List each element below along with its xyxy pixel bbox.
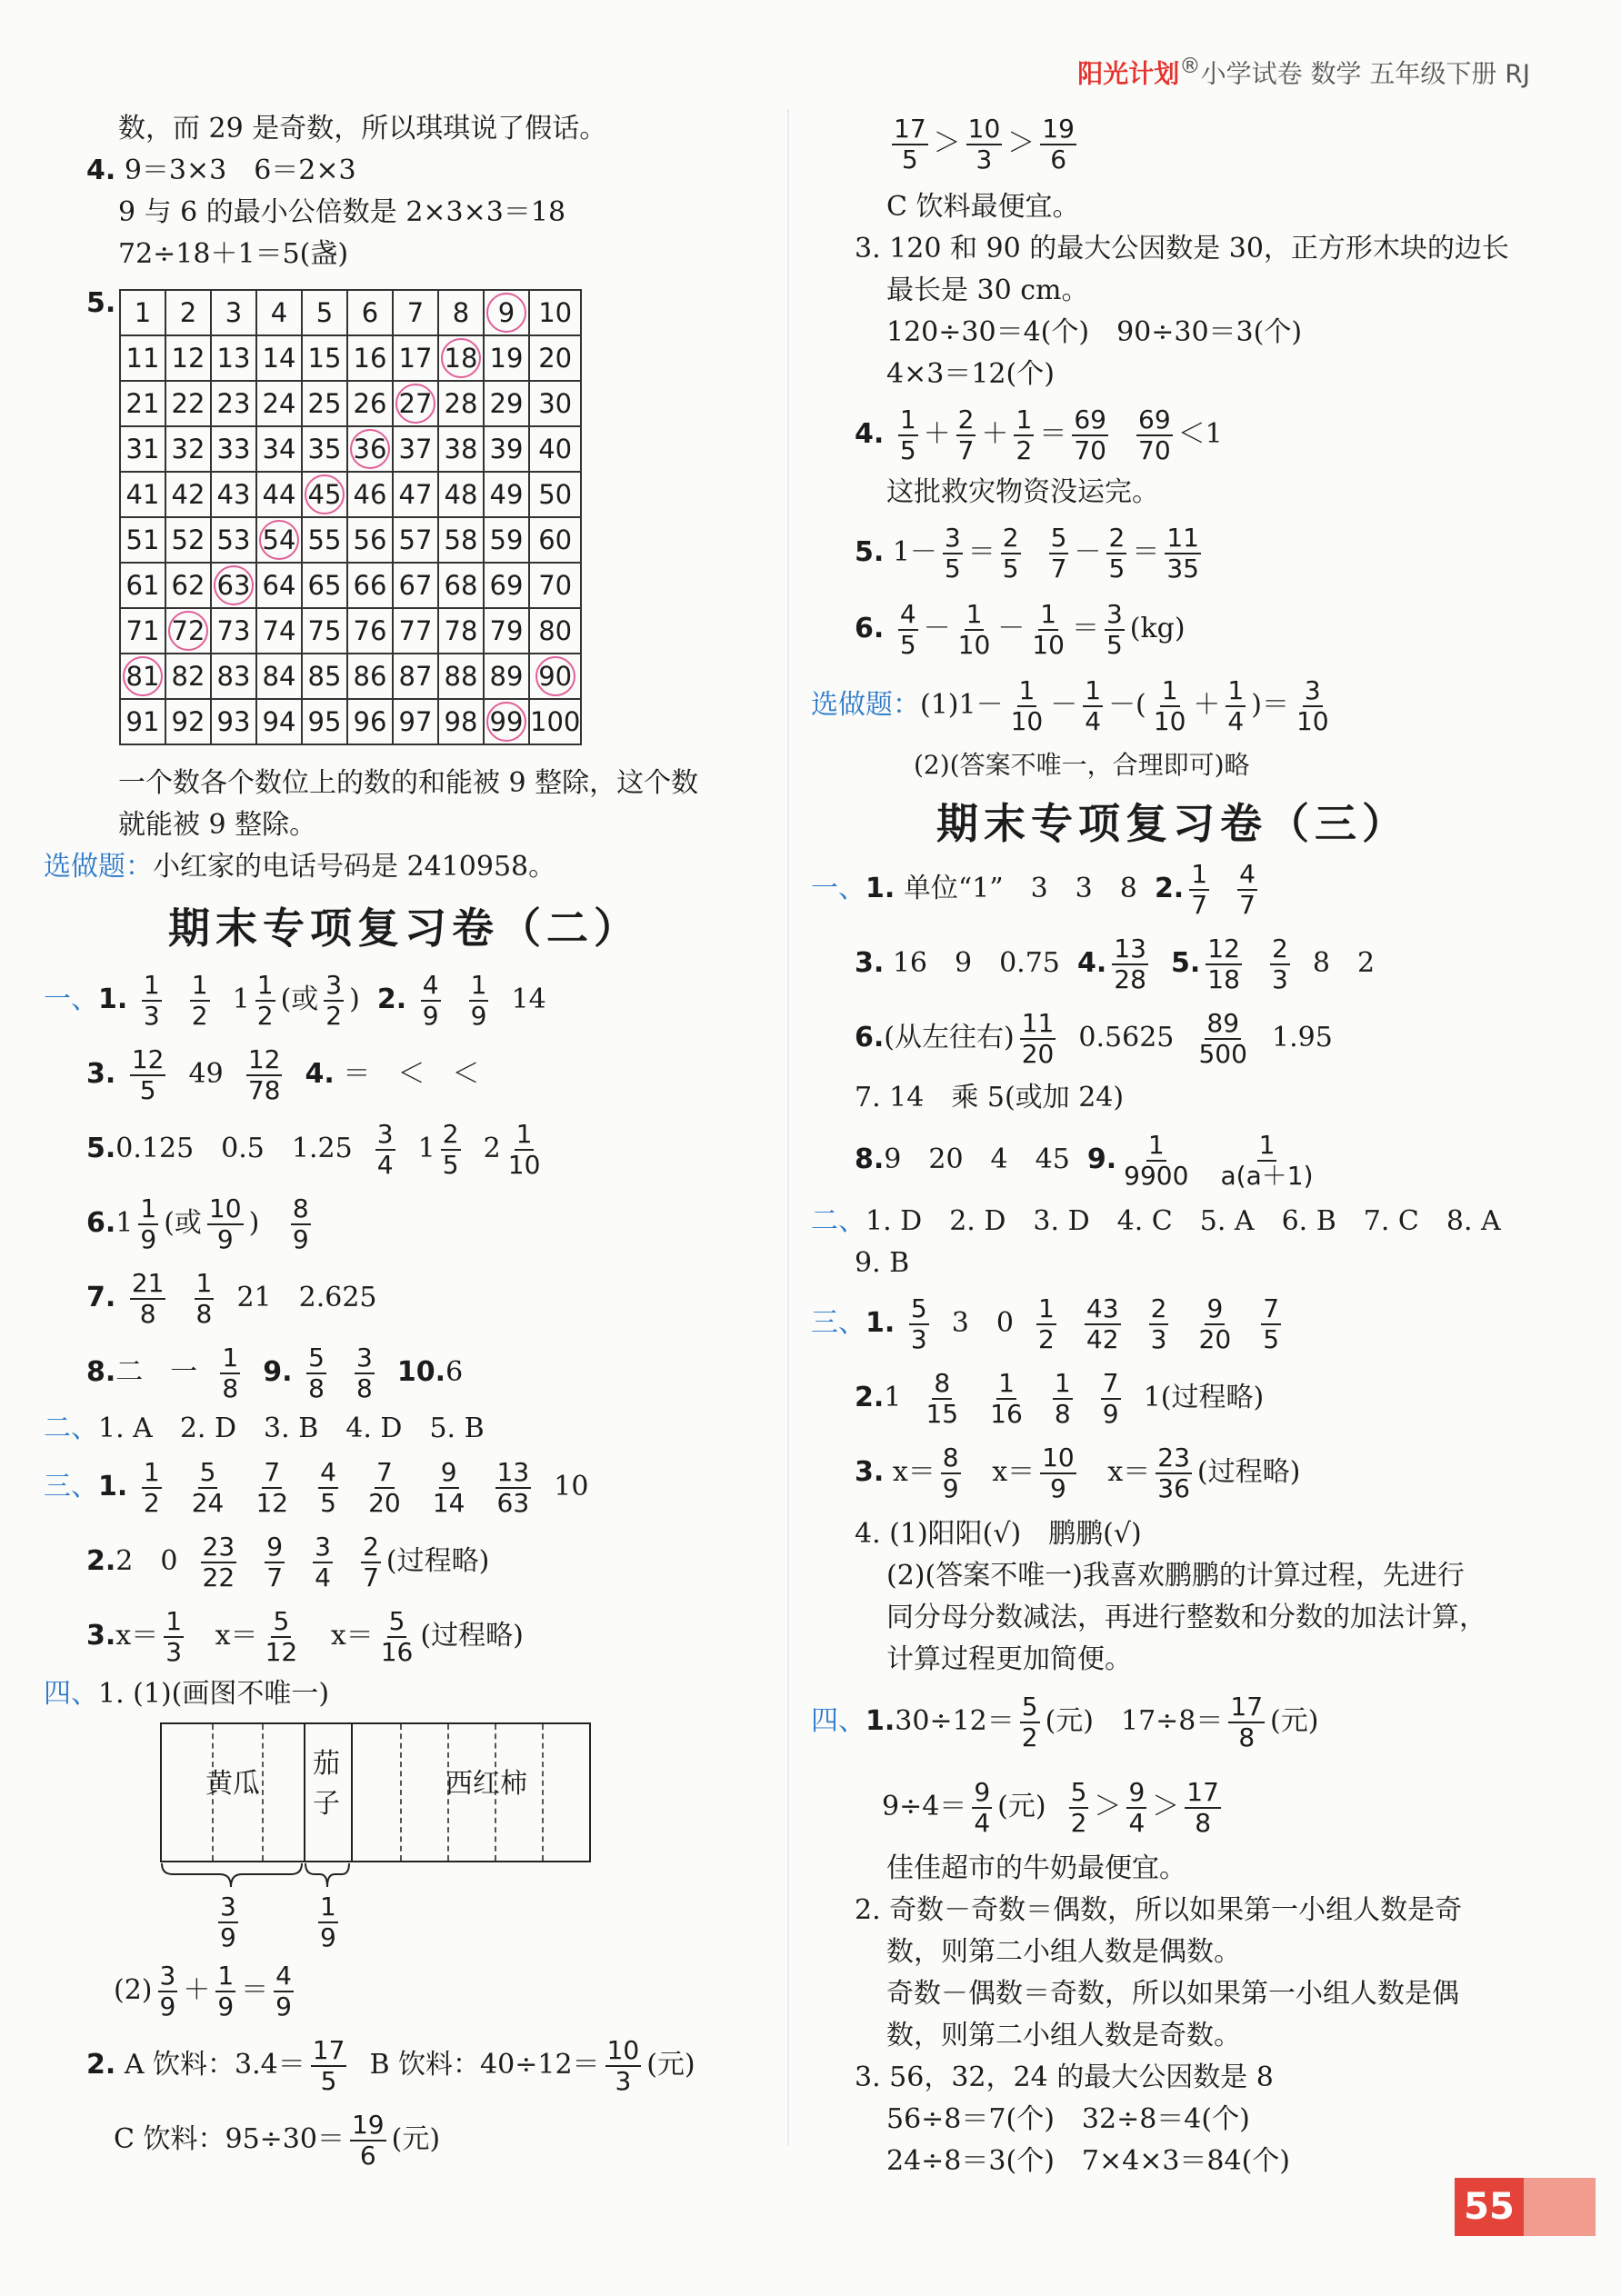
grid-cell xyxy=(529,472,581,517)
grid-number: 76 xyxy=(353,615,387,646)
grid-number: 96 xyxy=(353,706,387,737)
answer-row: 四、1. (1)(画图不唯一) xyxy=(44,1678,330,1710)
grid-cell xyxy=(347,381,393,426)
answer-line: 同分母分数减法，再进行整数和分数的加法计算， xyxy=(886,1602,1486,1633)
grid-cell xyxy=(438,381,484,426)
grid-cell xyxy=(484,608,529,654)
grid-cell xyxy=(256,335,302,381)
grid-cell xyxy=(529,699,581,744)
grid-cell xyxy=(484,517,529,563)
grid-number: 64 xyxy=(262,570,296,601)
answer-line: 56÷8＝7(个) 32÷8＝4(个) xyxy=(886,2103,1250,2135)
grid-cell xyxy=(120,426,165,472)
grid-number: 69 xyxy=(489,570,524,601)
grid-number: 2 xyxy=(179,297,197,328)
grid-cell xyxy=(393,381,438,426)
grid-number: 92 xyxy=(171,706,205,737)
grid-cell xyxy=(438,290,484,335)
grid-cell xyxy=(484,654,529,699)
answer-row: 9÷4＝ $\frac{9}{4}$ (元) $\frac{5}{2}$ ＞ $\frac{9}{4}$ ＞ $\frac{17}{8}$ xyxy=(882,1777,1219,1838)
grid-number: 33 xyxy=(216,434,251,464)
answer-line: 2. 奇数－奇数＝偶数，所以如果第一小组人数是奇 xyxy=(855,1894,1463,1926)
grid-row xyxy=(120,290,581,335)
grid-number: 29 xyxy=(489,388,524,419)
answer-line: 数，则第二小组人数是偶数。 xyxy=(886,1936,1241,1968)
grid-number: 59 xyxy=(489,524,524,555)
question-number: 5. xyxy=(86,287,116,319)
answer-line: C 饮料最便宜。 xyxy=(886,191,1080,223)
grid-row xyxy=(120,381,581,426)
grid-number: 31 xyxy=(125,434,160,464)
grid-cell xyxy=(211,517,256,563)
answer-line: 7. 14 乘 5(或加 24) xyxy=(855,1082,1125,1113)
answer-row: 3.x＝ $\frac{1}{3}$ x＝ $\frac{5}{12}$ x＝ $\frac{5}{16}$ (过程略) xyxy=(86,1606,524,1667)
grid-number: 6 xyxy=(361,297,379,328)
fraction-3-9: $\frac{3}{9}$ xyxy=(220,1892,236,1952)
circled-number: 54 xyxy=(259,520,299,560)
section-title: 期末专项复习卷（三） xyxy=(936,799,1409,848)
grid-number: 20 xyxy=(538,343,573,374)
grid-cell xyxy=(256,472,302,517)
circled-number: 81 xyxy=(123,656,163,696)
column-divider xyxy=(787,109,789,2145)
grid-number: 84 xyxy=(262,661,296,692)
grid-number: 88 xyxy=(444,661,478,692)
grid-cell xyxy=(302,426,347,472)
grid-cell xyxy=(120,381,165,426)
grid-cell xyxy=(211,654,256,699)
grid-row xyxy=(120,517,581,563)
brace-marks xyxy=(160,1860,360,1896)
page-header xyxy=(1077,53,1530,90)
answer-line: 数，则第二小组人数是奇数。 xyxy=(886,2020,1241,2051)
grid-number: 10 xyxy=(538,297,573,328)
grid-number: 22 xyxy=(171,388,205,419)
grid-number: 37 xyxy=(398,434,433,464)
answer-row: 三、1. $\frac{1}{2}$ $\frac{5}{24}$ $\frac{7}{12}$ $\frac{4}{5}$ $\frac{7}{20}$ $\frac{9}{14}$ $\frac{13}{63}$ 10 xyxy=(44,1457,589,1518)
grid-number: 56 xyxy=(353,524,387,555)
grid-number: 79 xyxy=(489,615,524,646)
grid-number: 58 xyxy=(444,524,478,555)
answer-row: 5.0.125 0.5 1.25 $\frac{3}{4}$ 1 $\frac{2}{5}$ 2 $\frac{1}{10}$ xyxy=(86,1119,541,1180)
grid-number: 7 xyxy=(406,297,425,328)
cucumber-label: 黄瓜 xyxy=(205,1768,260,1800)
grid-number: 34 xyxy=(262,434,296,464)
grid-number: 11 xyxy=(125,343,160,374)
grid-cell xyxy=(120,290,165,335)
vegetable-diagram xyxy=(160,1722,591,1862)
answer-row: 6.(从左往右) $\frac{11}{20}$ 0.5625 $\frac{89}{500}$ 1.95 xyxy=(855,1008,1333,1069)
grid-cell xyxy=(120,517,165,563)
grid-number: 51 xyxy=(125,524,160,555)
grid-cell xyxy=(393,608,438,654)
grid-cell xyxy=(529,608,581,654)
grid-number: 89 xyxy=(489,661,524,692)
answer-row: $\frac{17}{5}$ ＞ $\frac{10}{3}$ ＞ $\frac{19}{6}$ xyxy=(894,114,1075,175)
grid-cell xyxy=(211,290,256,335)
grid-cell xyxy=(484,563,529,608)
grid-cell xyxy=(393,335,438,381)
grid-cell xyxy=(165,654,211,699)
grid-number: 50 xyxy=(538,479,573,510)
grid-number: 52 xyxy=(171,524,205,555)
grid-number: 82 xyxy=(171,661,205,692)
optional-answer: 选做题：(1)1－ $\frac{1}{10}$ － $\frac{1}{4}$ －( $\frac{1}{10}$ ＋ $\frac{1}{4}$ )＝ $\frac{3}{10}$ xyxy=(811,675,1329,736)
grid-number: 16 xyxy=(353,343,387,374)
grid-cell xyxy=(484,381,529,426)
grid-number: 97 xyxy=(398,706,433,737)
answer-line: 9. B xyxy=(855,1247,910,1279)
grid-number: 32 xyxy=(171,434,205,464)
grid-cell xyxy=(484,290,529,335)
grid-cell xyxy=(256,608,302,654)
grid-number: 15 xyxy=(307,343,342,374)
grid-number: 3 xyxy=(225,297,243,328)
answer-line: 计算过程更加简便。 xyxy=(886,1643,1132,1675)
grid-number: 46 xyxy=(353,479,387,510)
grid-number: 1 xyxy=(134,297,152,328)
answer-line: 4. (1)阳阳(√) 鹏鹏(√) xyxy=(855,1518,1142,1550)
grid-cell xyxy=(256,563,302,608)
grid-number: 86 xyxy=(353,661,387,692)
grid-cell xyxy=(165,335,211,381)
grid-number: 43 xyxy=(216,479,251,510)
grid-cell xyxy=(438,563,484,608)
grid-cell xyxy=(347,335,393,381)
grid-number: 25 xyxy=(307,388,342,419)
grid-cell xyxy=(256,517,302,563)
grid-number: 75 xyxy=(307,615,342,646)
grid-cell xyxy=(438,426,484,472)
grid-cell xyxy=(393,517,438,563)
grid-cell xyxy=(165,290,211,335)
grid-cell xyxy=(484,472,529,517)
grid-row xyxy=(120,608,581,654)
circled-number: 90 xyxy=(535,656,575,696)
grid-number: 67 xyxy=(398,570,433,601)
optional-answer: 选做题：小红家的电话号码是 2410958。 xyxy=(44,851,556,883)
answer-line: 最长是 30 cm。 xyxy=(886,275,1089,306)
grid-cell xyxy=(165,699,211,744)
answer-line: 24÷8＝3(个) 7×4×3＝84(个) xyxy=(886,2145,1291,2177)
fraction-1-9: $\frac{1}{9}$ xyxy=(320,1892,336,1952)
grid-number: 80 xyxy=(538,615,573,646)
grid-number: 35 xyxy=(307,434,342,464)
grid-cell xyxy=(302,654,347,699)
grid-cell xyxy=(165,381,211,426)
grid-row xyxy=(120,563,581,608)
grid-number: 91 xyxy=(125,706,160,737)
grid-number: 60 xyxy=(538,524,573,555)
grid-cell xyxy=(529,381,581,426)
circled-number: 9 xyxy=(486,293,526,333)
grid-cell xyxy=(256,699,302,744)
answer-line: 3. 120 和 90 的最大公因数是 30，正方形木块的边长 xyxy=(855,233,1509,265)
grid-cell xyxy=(256,381,302,426)
tomato-label: 西红柿 xyxy=(445,1768,527,1800)
answer-line: 奇数－偶数＝奇数，所以如果第一小组人数是偶 xyxy=(886,1978,1459,2010)
grid-number: 41 xyxy=(125,479,160,510)
answer-row: 2. A 饮料：3.4＝ $\frac{17}{5}$ B 饮料：40÷12＝ $\frac{10}{3}$ (元) xyxy=(86,2035,695,2096)
circled-number: 18 xyxy=(441,338,481,378)
grid-cell xyxy=(347,426,393,472)
grid-cell xyxy=(347,563,393,608)
grid-cell xyxy=(529,563,581,608)
answer-line: 3. 56，32，24 的最大公因数是 8 xyxy=(855,2061,1274,2093)
grid-number: 53 xyxy=(216,524,251,555)
grid-cell xyxy=(529,517,581,563)
grid-cell xyxy=(302,472,347,517)
grid-cell xyxy=(347,290,393,335)
grid-number: 93 xyxy=(216,706,251,737)
grid-cell xyxy=(256,290,302,335)
grid-cell xyxy=(165,517,211,563)
grid-cell xyxy=(438,654,484,699)
grid-number: 30 xyxy=(538,388,573,419)
answer-line: 4. 9＝3×3 6＝2×3 xyxy=(86,155,356,186)
answer-line: 一个数各个数位上的数的和能被 9 整除，这个数 xyxy=(118,767,699,799)
circled-number: 72 xyxy=(168,611,208,651)
grid-number: 57 xyxy=(398,524,433,555)
grid-number: 19 xyxy=(489,343,524,374)
answer-row: 6.1 $\frac{1}{9}$ (或 $\frac{10}{9}$ ) $\frac{8}{9}$ xyxy=(86,1193,309,1254)
grid-cell xyxy=(438,472,484,517)
grid-number: 47 xyxy=(398,479,433,510)
grid-cell xyxy=(393,290,438,335)
answer-row: 四、1.30÷12＝ $\frac{5}{2}$ (元) 17÷8＝ $\frac{17}{8}$ (元) xyxy=(811,1692,1319,1752)
grid-cell xyxy=(529,654,581,699)
grid-number: 73 xyxy=(216,615,251,646)
grid-cell xyxy=(302,563,347,608)
grid-number: 65 xyxy=(307,570,342,601)
grid-cell xyxy=(211,608,256,654)
grid-cell xyxy=(393,472,438,517)
grid-cell xyxy=(211,472,256,517)
answer-row: 8.9 20 4 45 9. $\frac{1}{9900}$ $\frac{1}{a(a+1)}$ xyxy=(855,1130,1314,1191)
grid-cell xyxy=(302,699,347,744)
grid-number: 24 xyxy=(262,388,296,419)
answer-line: (2)(答案不唯一，合理即可)略 xyxy=(914,750,1250,780)
grid-cell xyxy=(529,290,581,335)
answer-line: 这批救灾物资没运完。 xyxy=(886,476,1159,508)
grid-number: 21 xyxy=(125,388,160,419)
circled-number: 36 xyxy=(350,429,390,469)
answer-row: 一、1. $\frac{1}{3}$ $\frac{1}{2}$ 1 $\frac{1}{2}$ (或 $\frac{3}{2}$ ) 2. $\frac{4}{9}$ $\frac{1}{9}$ 14 xyxy=(44,970,546,1031)
grid-cell xyxy=(438,517,484,563)
grid-cell xyxy=(484,335,529,381)
grid-row xyxy=(120,699,581,744)
grid-cell xyxy=(211,699,256,744)
answer-line: 72÷18＋1＝5(盏) xyxy=(118,238,349,270)
page-number-badge xyxy=(1455,2178,1596,2236)
eggplant-label-2: 子 xyxy=(313,1788,340,1820)
grid-cell xyxy=(438,608,484,654)
grid-cell xyxy=(211,381,256,426)
grid-cell xyxy=(302,381,347,426)
grid-cell xyxy=(347,654,393,699)
grid-number: 38 xyxy=(444,434,478,464)
grid-cell xyxy=(393,654,438,699)
answer-row: 一、1. 单位“1” 3 3 8 2. $\frac{1}{7}$ $\frac{4}{7}$ xyxy=(811,859,1256,920)
answer-row: 二、1. D 2. D 3. D 4. C 5. A 6. B 7. C 8. A xyxy=(811,1205,1501,1237)
grid-row xyxy=(120,335,581,381)
grid-number: 66 xyxy=(353,570,387,601)
answer-row: 三、1. $\frac{5}{3}$ 3 0 $\frac{1}{2}$ $\frac{43}{42}$ $\frac{2}{3}$ $\frac{9}{20}$ $\frac{7}{5}$ xyxy=(811,1293,1280,1354)
grid-cell xyxy=(120,699,165,744)
grid-cell xyxy=(529,335,581,381)
grid-number: 4 xyxy=(270,297,288,328)
circled-number: 63 xyxy=(214,565,254,605)
answer-row: 2.2 0 $\frac{23}{22}$ $\frac{9}{7}$ $\frac{3}{4}$ $\frac{2}{7}$ (过程略) xyxy=(86,1532,490,1592)
grid-number: 5 xyxy=(315,297,334,328)
grid-cell xyxy=(120,608,165,654)
brand-name: 阳光计划 xyxy=(1077,58,1180,89)
answer-line: 120÷30＝4(个) 90÷30＝3(个) xyxy=(886,316,1303,348)
answer-row: 5. 1－ $\frac{3}{5}$ ＝ $\frac{2}{5}$ $\frac{5}{7}$ － $\frac{2}{5}$ ＝ $\frac{11}{35}$ xyxy=(855,523,1199,584)
answer-line: 就能被 9 整除。 xyxy=(118,809,317,841)
grid-number: 61 xyxy=(125,570,160,601)
grid-cell xyxy=(256,654,302,699)
grid-number: 95 xyxy=(307,706,342,737)
grid-cell xyxy=(302,290,347,335)
optional-label: 选做题： xyxy=(44,851,153,883)
grid-number: 14 xyxy=(262,343,296,374)
grid-number: 26 xyxy=(353,388,387,419)
header-info: 小学试卷 数学 五年级下册 RJ xyxy=(1200,58,1530,89)
grid-cell xyxy=(120,563,165,608)
grid-cell xyxy=(438,335,484,381)
answer-row: 7. $\frac{21}{8}$ $\frac{1}{8}$ 21 2.625 xyxy=(86,1268,377,1329)
grid-cell xyxy=(347,699,393,744)
circled-number: 45 xyxy=(305,474,345,514)
answer-line: 数，而 29 是奇数，所以琪琪说了假话。 xyxy=(118,113,607,145)
grid-cell xyxy=(165,563,211,608)
grid-row xyxy=(120,472,581,517)
grid-cell xyxy=(211,335,256,381)
grid-number: 74 xyxy=(262,615,296,646)
grid-cell xyxy=(211,426,256,472)
grid-cell xyxy=(347,517,393,563)
grid-number: 12 xyxy=(171,343,205,374)
grid-cell xyxy=(347,472,393,517)
answer-row: 3. x＝ $\frac{8}{9}$ x＝ $\frac{10}{9}$ x＝ $\frac{23}{36}$ (过程略) xyxy=(855,1442,1301,1503)
grid-number: 23 xyxy=(216,388,251,419)
grid-number: 48 xyxy=(444,479,478,510)
grid-cell xyxy=(302,517,347,563)
grid-number: 17 xyxy=(398,343,433,374)
answer-row: 3. $\frac{12}{5}$ 49 $\frac{12}{78}$ 4. ＝ ＜ ＜ xyxy=(86,1044,480,1105)
answer-line: 9 与 6 的最小公倍数是 2×3×3＝18 xyxy=(118,196,566,228)
grid-number: 49 xyxy=(489,479,524,510)
grid-cell xyxy=(165,472,211,517)
grid-number: 85 xyxy=(307,661,342,692)
grid-cell xyxy=(211,563,256,608)
eggplant-label-1: 茄 xyxy=(313,1748,340,1780)
grid-number: 83 xyxy=(216,661,251,692)
optional-label: 选做题： xyxy=(811,689,920,721)
grid-cell xyxy=(165,608,211,654)
answer-row: 3. 16 9 0.75 4. $\frac{13}{28}$ 5. $\frac{12}{18}$ $\frac{2}{3}$ 8 2 xyxy=(855,933,1376,994)
answer-row: 二、1. A 2. D 3. B 4. D 5. B xyxy=(44,1413,485,1444)
grid-cell xyxy=(393,563,438,608)
answer-line: 佳佳超市的牛奶最便宜。 xyxy=(886,1852,1186,1884)
answer-row: C 饮料：95÷30＝ $\frac{19}{6}$ (元) xyxy=(114,2110,441,2171)
answer-row: 4. $\frac{1}{5}$ ＋ $\frac{2}{7}$ ＋ $\frac{1}{2}$ ＝ $\frac{69}{70}$ $\frac{69}{70}$ ＜1 xyxy=(855,404,1223,465)
answer-line: 4×3＝12(个) xyxy=(886,358,1055,390)
grid-number: 68 xyxy=(444,570,478,601)
answer-row: 6. $\frac{4}{5}$ － $\frac{1}{10}$ － $\frac{1}{10}$ ＝ $\frac{3}{5}$ (kg) xyxy=(855,599,1186,660)
answer-row: 2.1 $\frac{8}{15}$ $\frac{1}{16}$ $\frac{1}{8}$ $\frac{7}{9}$ 1(过程略) xyxy=(855,1368,1265,1429)
registered-mark: ® xyxy=(1179,53,1201,78)
page-number: 55 xyxy=(1455,2178,1524,2236)
grid-cell xyxy=(120,335,165,381)
grid-number: 87 xyxy=(398,661,433,692)
grid-cell xyxy=(529,426,581,472)
grid-number: 8 xyxy=(452,297,470,328)
hundred-grid xyxy=(119,289,582,745)
grid-number: 55 xyxy=(307,524,342,555)
grid-number: 94 xyxy=(262,706,296,737)
grid-cell xyxy=(165,426,211,472)
grid-cell xyxy=(393,426,438,472)
grid-cell xyxy=(438,699,484,744)
grid-number: 77 xyxy=(398,615,433,646)
grid-cell xyxy=(347,608,393,654)
grid-number: 71 xyxy=(125,615,160,646)
section-title: 期末专项复习卷（二） xyxy=(168,903,641,953)
grid-number: 44 xyxy=(262,479,296,510)
grid-number: 40 xyxy=(538,434,573,464)
grid-cell xyxy=(302,608,347,654)
grid-number: 70 xyxy=(538,570,573,601)
circled-number: 27 xyxy=(395,384,435,424)
grid-number: 62 xyxy=(171,570,205,601)
grid-number: 78 xyxy=(444,615,478,646)
answer-row: 8.二 一 $\frac{1}{8}$ 9. $\frac{5}{8}$ $\frac{3}{8}$ 10.6 xyxy=(86,1343,464,1403)
answer-line: (2)(答案不唯一)我喜欢鹏鹏的计算过程，先进行 xyxy=(886,1560,1465,1592)
grid-number: 13 xyxy=(216,343,251,374)
grid-cell xyxy=(120,654,165,699)
grid-cell xyxy=(484,426,529,472)
circled-number: 99 xyxy=(486,702,526,742)
grid-number: 42 xyxy=(171,479,205,510)
grid-cell xyxy=(302,335,347,381)
grid-number: 100 xyxy=(530,706,581,737)
grid-cell xyxy=(393,699,438,744)
grid-cell xyxy=(120,472,165,517)
grid-number: 28 xyxy=(444,388,478,419)
grid-row xyxy=(120,426,581,472)
answer-row: (2) $\frac{3}{9}$ ＋ $\frac{1}{9}$ ＝ $\frac{4}{9}$ xyxy=(114,1961,292,2021)
grid-cell xyxy=(256,426,302,472)
grid-cell xyxy=(484,699,529,744)
grid-number: 98 xyxy=(444,706,478,737)
grid-row xyxy=(120,654,581,699)
grid-number: 39 xyxy=(489,434,524,464)
